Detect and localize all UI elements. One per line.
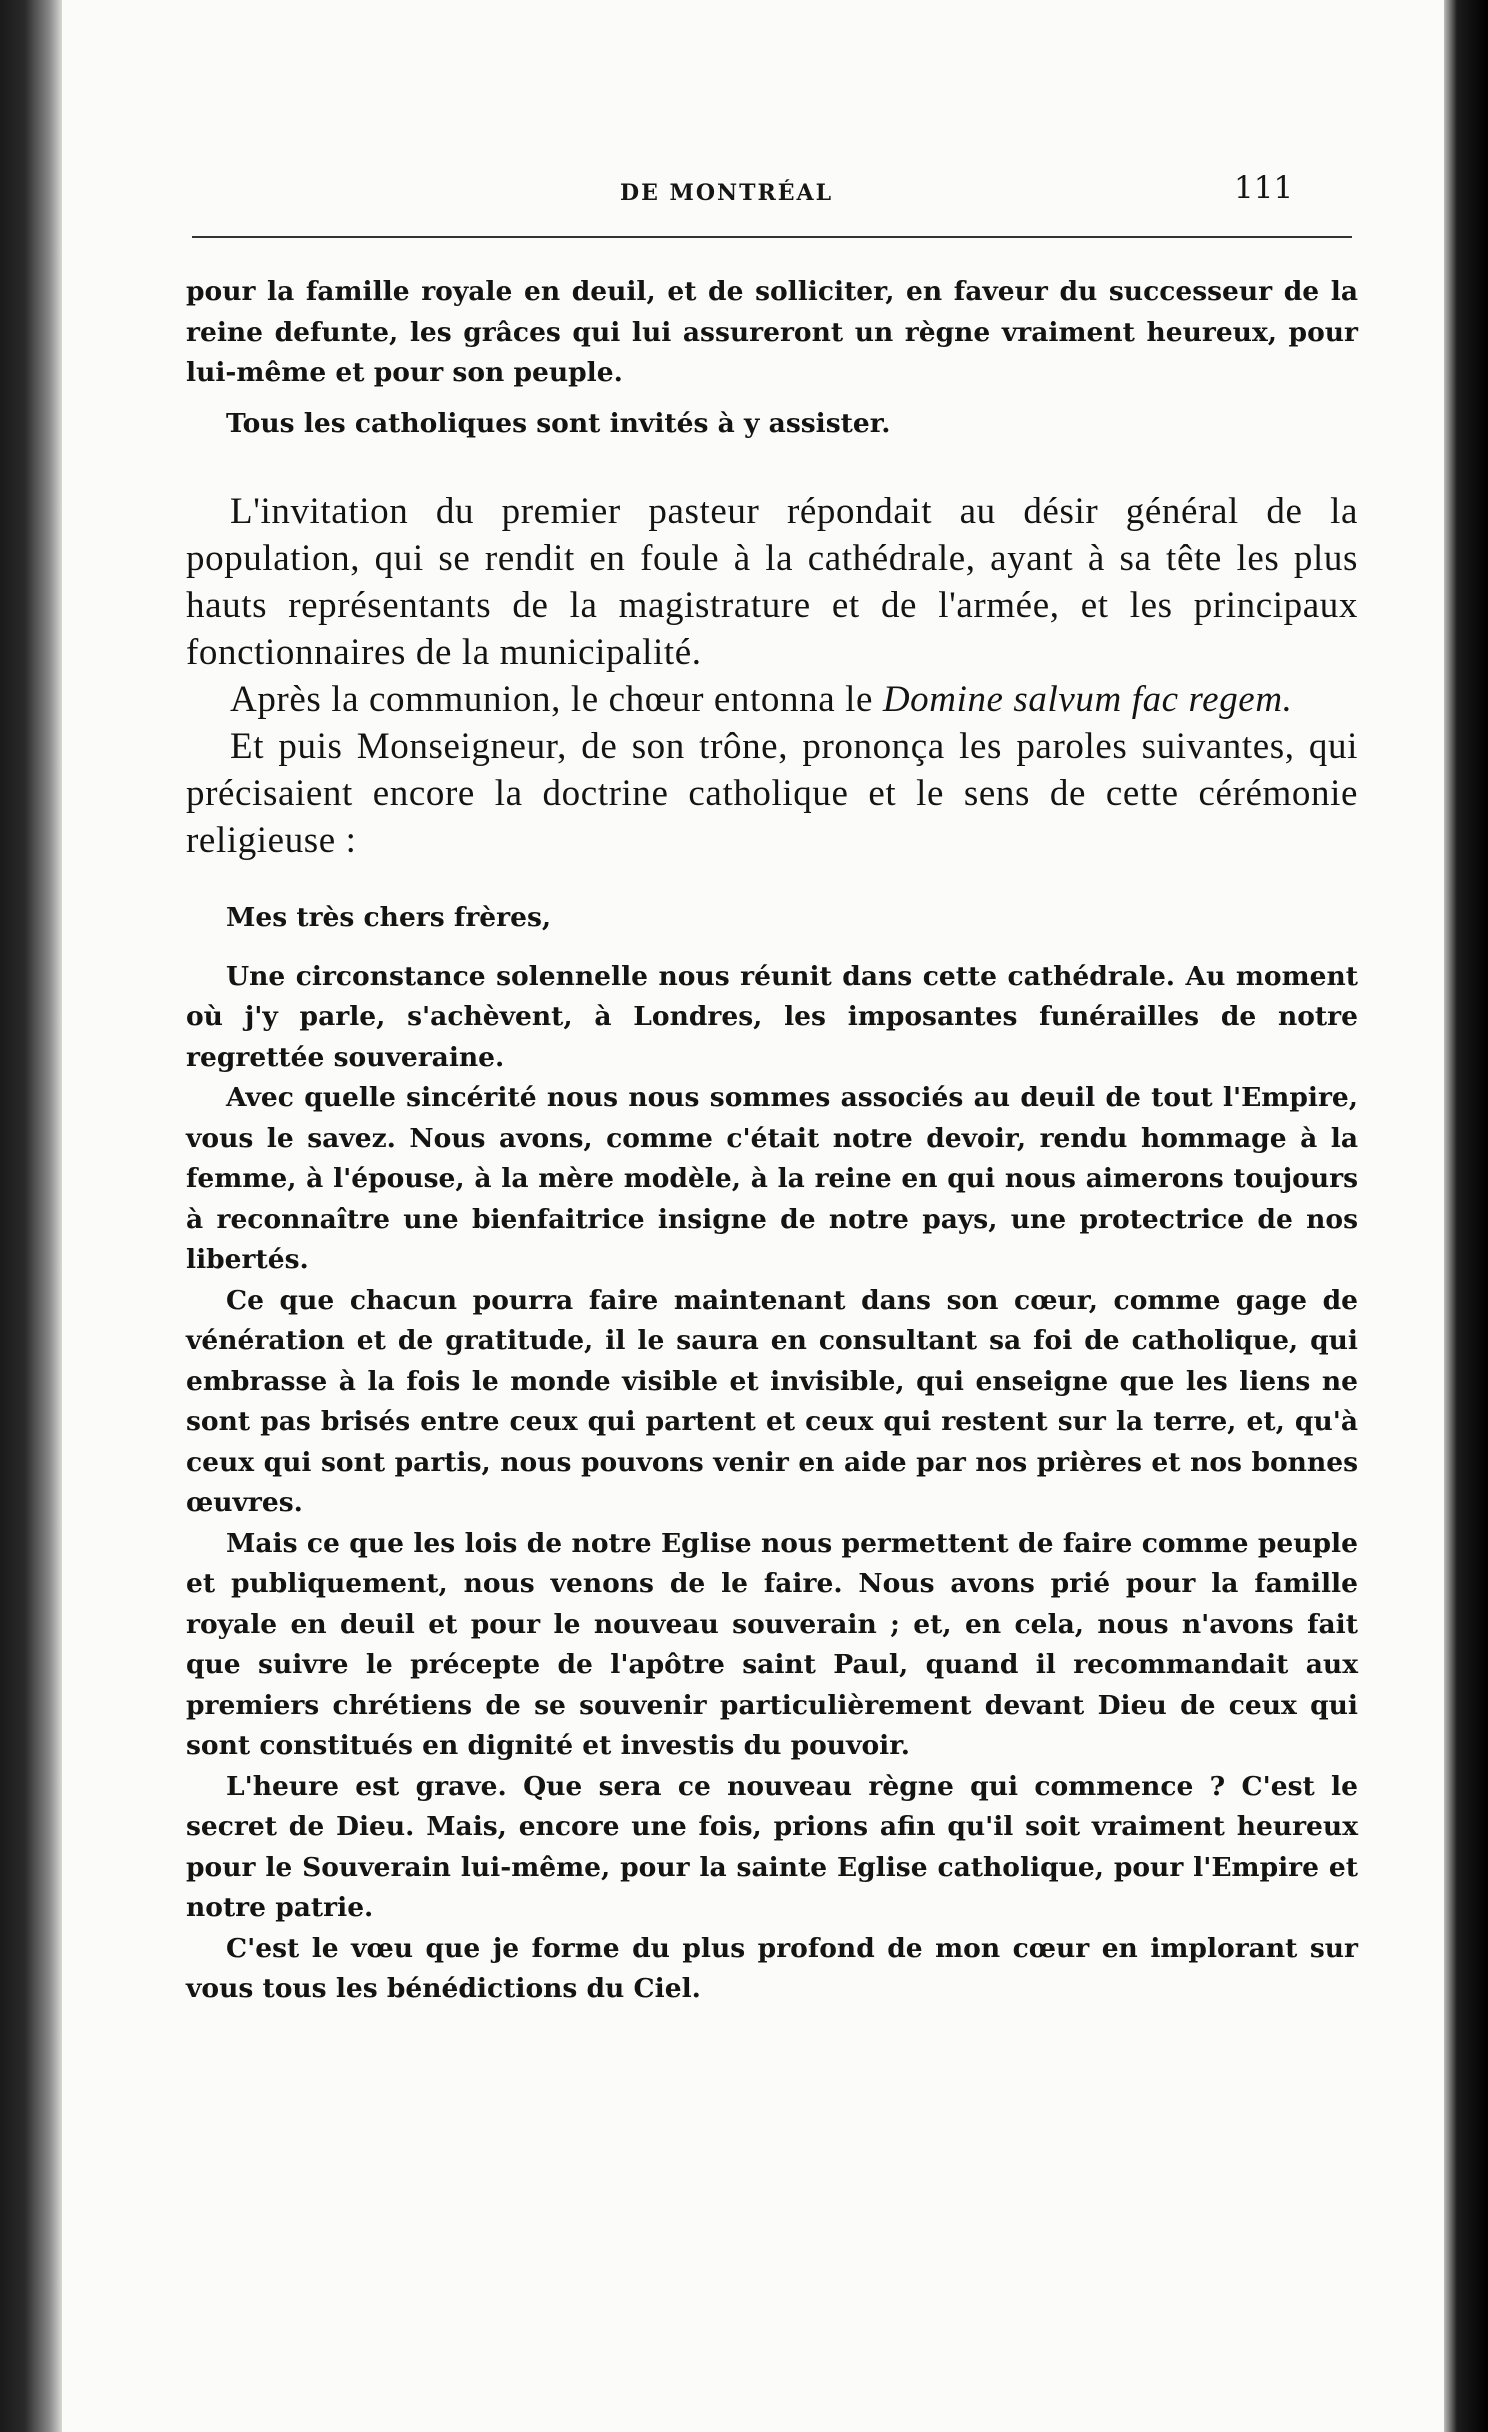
page-body xyxy=(186,272,1358,2010)
running-head: DE MONTRÉAL xyxy=(620,180,834,206)
book-page xyxy=(62,0,1444,2432)
salutation: Mes très chers frères, xyxy=(226,902,552,933)
paragraph-address-1: Une circonstance solennelle nous réunit dans cette cathédrale. Au moment où j'y parle, s'achèvent, à Londres, les imposantes funérailles de notre regrettée souveraine. xyxy=(186,960,1358,1073)
book-binding-edge-right xyxy=(1444,0,1488,2432)
book-binding-edge-left xyxy=(0,0,62,2432)
paragraph-address-2: Avec quelle sincérité nous nous sommes associés au deuil de tout l'Empire, vous le savez. Nous avons, comme c'était notre devoir, rendu hommage à la femme, à l'épouse, à la mère modèle, à la reine en qui nous aimerons toujours à reconnaître une bienfaitrice insigne de notre pays, une protectrice de nos libertés. xyxy=(186,1082,1358,1275)
narrative-text: Après la communion, le chœur entonna le xyxy=(230,679,883,720)
latin-hymn-title: Domine salvum fac regem. xyxy=(882,679,1293,720)
page-number: 111 xyxy=(1234,170,1294,206)
paragraph-narrative-1: L'invitation du premier pasteur répondait au désir général de la population, qui se rendit en foule à la cathédrale, ayant à sa tête les plus hauts représentants de la magistrature et de l'armée, et les principaux fonctionnaires de la municipalité. xyxy=(186,491,1358,673)
header-rule xyxy=(192,236,1352,238)
paragraph-invitation: Tous les catholiques sont invités à y assister. xyxy=(226,407,891,439)
paragraph-quote-end: pour la famille royale en deuil, et de solliciter, en faveur du successeur de la reine defunte, les grâces qui lui assureront un règne vraiment heureux, pour lui-même et pour son peuple. xyxy=(186,276,1358,388)
paragraph-address-5: L'heure est grave. Que sera ce nouveau règne qui commence ? C'est le secret de Dieu. Mais, encore une fois, prions afin qu'il soit vraiment heureux pour le Souverain lui-même, pour la sainte Eglise catholique, pour l'Empire et notre patrie. xyxy=(186,1770,1358,1923)
paragraph-narrative-2 xyxy=(186,676,1358,723)
paragraph-address-3: Ce que chacun pourra faire maintenant dans son cœur, comme gage de vénération et de gratitude, il le saura en consultant sa foi de catholique, qui embrasse à la fois le monde visible et invisible, qui enseigne que les liens ne sont pas brisés entre ceux qui partent et ceux qui restent sur la terre, et, qu'à ceux qui sont partis, nous pouvons venir en aide par nos prières et nos bonnes œuvres. xyxy=(186,1284,1358,1518)
paragraph-narrative-3: Et puis Monseigneur, de son trône, prononça les paroles suivantes, qui précisaient encore la doctrine catholique et le sens de cette cérémonie religieuse : xyxy=(186,726,1358,861)
page-header xyxy=(62,162,1444,222)
paragraph-address-4: Mais ce que les lois de notre Eglise nous permettent de faire comme peuple et publiquement, nous venons de le faire. Nous avons prié pour la famille royale en deuil et pour le nouveau souverain ; et, en cela, nous n'avons fait que suivre le précepte de l'apôtre saint Paul, quand il recommandait aux premiers chrétiens de se souvenir particulièrement devant Dieu de ceux qui sont constitués en dignité et investis du pouvoir. xyxy=(186,1527,1358,1761)
paragraph-address-6: C'est le vœu que je forme du plus profond de mon cœur en implorant sur vous tous les bénédictions du Ciel. xyxy=(186,1932,1358,2004)
